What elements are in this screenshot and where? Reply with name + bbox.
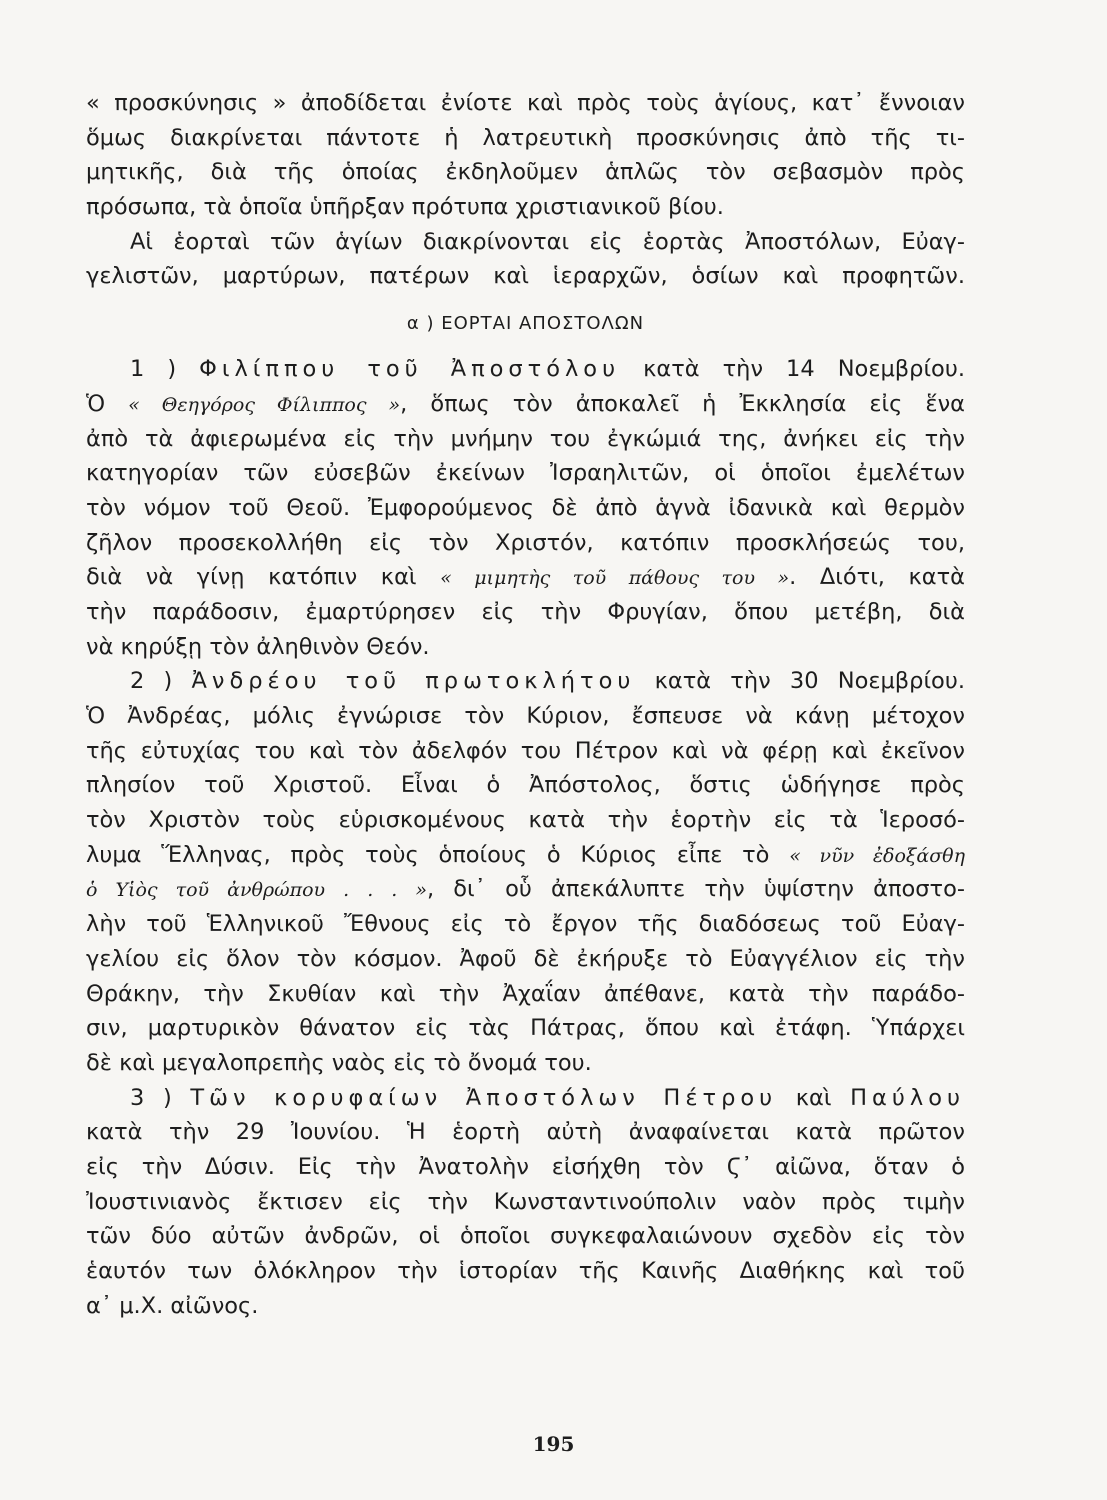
text-line: τῆς εὐτυχίας του καὶ τὸν ἀδελφόν του Πέτρον καὶ νὰ φέρῃ καὶ ἐκεῖνον (86, 737, 965, 764)
section-heading: α ) ΕΟΡΤΑΙ ΑΠΟΣΤΟΛΩΝ (406, 313, 645, 335)
item-number: 3 ) (130, 1084, 191, 1111)
text-run: λυμα Ἕλληνας, πρὸς τοὺς ὁποίους ὁ Κύριος εἶπε τὸ (86, 841, 790, 868)
feast-categories-paragraph (86, 225, 965, 294)
text-line: τὸν νόμον τοῦ Θεοῦ. Ἐμφορούμενος δὲ ἀπὸ ἁγνὰ ἰδανικὰ καὶ θερμὸν (86, 494, 965, 521)
text-run: . Διότι, κατὰ (789, 564, 966, 591)
text-line: πρόσωπα, τὰ ὁποῖα ὑπῆρξαν πρότυπα χριστιανικοῦ βίου. (86, 194, 724, 221)
text-line (86, 872, 965, 907)
text-line: τῶν δύο αὐτῶν ἀνδρῶν, οἱ ὁποῖοι συγκεφαλαιώνουν σχεδὸν εἰς τὸν (86, 1223, 965, 1250)
feast-name: Φιλίππου τοῦ Ἀποστόλου (199, 356, 621, 383)
feast-name: Ἀνδρέου τοῦ πρωτοκλήτου (191, 668, 636, 695)
text-line (86, 387, 965, 422)
text-line: ὅμως διακρίνεται πάντοτε ἡ λατρευτικὴ προσκύνησις ἀπὸ τῆς τι- (86, 124, 965, 151)
text-line (86, 1081, 965, 1116)
text-run: Ὁ (86, 390, 129, 417)
feast-andrew-paragraph (86, 664, 965, 1080)
text-line: Αἱ ἑορταὶ τῶν ἁγίων διακρίνονται εἰς ἑορτὰς Ἀποστόλων, Εὐαγ- (130, 228, 965, 255)
quotation: « Θεηγόρος Φίλιππος » (128, 393, 401, 416)
item-number: 1 ) (130, 356, 200, 383)
text-line: ἑαυτόν των ὁλόκληρον τὴν ἱστορίαν τῆς Καινῆς Διαθήκης καὶ τοῦ (86, 1258, 965, 1284)
text-line: λὴν τοῦ Ἑλληνικοῦ Ἔθνους εἰς τὸ ἔργον τῆς διαδόσεως τοῦ Εὐαγ- (86, 911, 965, 938)
text-line (86, 664, 965, 699)
text-line: πλησίον τοῦ Χριστοῦ. Εἶναι ὁ Ἀπόστολος, ὅστις ὡδήγησε πρὸς (86, 772, 965, 799)
text-line: « προσκύνησις » ἀποδίδεται ἐνίοτε καὶ πρὸς τοὺς ἁγίους, κατ᾽ ἔννοιαν (86, 90, 965, 116)
text-line: ζῆλον προσεκολλήθη εἰς τὸν Χριστόν, κατόπιν προσκλήσεώς του, (86, 529, 965, 556)
text-line: Ἰουστινιανὸς ἔκτισεν εἰς τὴν Κωνσταντινούπολιν ναὸν πρὸς τιμὴν (86, 1188, 965, 1215)
text-line: Ὁ Ἀνδρέας, μόλις ἐγνώρισε τὸν Κύριον, ἔσπευσε νὰ κάνῃ μέτοχον (86, 703, 965, 729)
text-line: Θράκην, τὴν Σκυθίαν καὶ τὴν Ἀχαΐαν ἀπέθανε, κατὰ τὴν παράδο- (86, 980, 965, 1007)
intro-paragraph (86, 86, 965, 225)
item-number: 2 ) (130, 668, 192, 695)
text-run: , ὅπως τὸν ἀποκαλεῖ ἡ Ἐκκλησία εἰς ἕνα (400, 390, 965, 417)
text-line (86, 352, 965, 387)
text-line: κατὰ τὴν 29 Ἰουνίου. Ἡ ἑορτὴ αὐτὴ ἀναφαίνεται κατὰ πρῶτον (86, 1119, 965, 1146)
feast-name: Τῶν κορυφαίων Ἀποστόλων Πέτρου (190, 1084, 778, 1111)
feast-philip-paragraph (86, 352, 965, 664)
quotation: « νῦν ἐδοξάσθη (789, 844, 966, 867)
text-line: γελιστῶν, μαρτύρων, πατέρων καὶ ἱεραρχῶν, ὁσίων καὶ προφητῶν. (86, 263, 965, 290)
text-line: εἰς τὴν Δύσιν. Εἰς τὴν Ἀνατολὴν εἰσήχθη τὸν Ϛ᾽ αἰῶνα, ὅταν ὁ (86, 1153, 965, 1180)
text-line: νὰ κηρύξῃ τὸν ἀληθινὸν Θεόν. (86, 633, 430, 660)
text-run: , δι᾽ οὗ ἀπεκάλυπτε τὴν ὑψίστην ἀποστο- (426, 876, 965, 903)
text-line: ἀπὸ τὰ ἀφιερωμένα εἰς τὴν μνήμην του ἐγκώμιά της, ἀνήκει εἰς τὴν (86, 425, 965, 452)
text-line (86, 560, 965, 595)
feast-name: Παύλου (850, 1084, 965, 1111)
feast-date: κατὰ τὴν 14 Νοεμβρίου. (620, 356, 965, 383)
quotation: ὁ Υἱὸς τοῦ ἀνθρώπου . . . » (86, 879, 427, 902)
page-number: 195 (532, 1432, 575, 1456)
text-run: καὶ (777, 1084, 851, 1111)
text-run: διὰ νὰ γίνῃ κατόπιν καὶ (86, 564, 441, 591)
text-line: α᾽ μ.Χ. αἰῶνος. (86, 1292, 259, 1319)
text-line: δὲ καὶ μεγαλοπρεπὴς ναὸς εἰς τὸ ὄνομά του. (86, 1049, 592, 1076)
text-line: μητικῆς, διὰ τῆς ὁποίας ἐκδηλοῦμεν ἁπλῶς τὸν σεβασμὸν πρὸς (86, 159, 965, 186)
text-line: γελίου εἰς ὅλον τὸν κόσμον. Ἀφοῦ δὲ ἐκήρυξε τὸ Εὐαγγέλιον εἰς τὴν (86, 945, 965, 972)
text-line: τὴν παράδοσιν, ἐμαρτύρησεν εἰς τὴν Φρυγίαν, ὅπου μετέβη, διὰ (86, 598, 965, 625)
text-line: τὸν Χριστὸν τοὺς εὑρισκομένους κατὰ τὴν ἑορτὴν εἰς τὰ Ἱεροσό- (86, 807, 965, 834)
text-line (86, 838, 965, 873)
feast-peter-paul-paragraph (86, 1081, 965, 1324)
quotation: « μιμητὴς τοῦ πάθους του » (440, 567, 790, 590)
text-line: σιν, μαρτυρικὸν θάνατον εἰς τὰς Πάτρας, ὅπου καὶ ἐτάφη. Ὑπάρχει (86, 1015, 965, 1042)
feast-date: κατὰ τὴν 30 Νοεμβρίου. (635, 668, 965, 695)
text-line: κατηγορίαν τῶν εὐσεβῶν ἐκείνων Ἰσραηλιτῶν, οἱ ὁποῖοι ἐμελέτων (86, 460, 965, 487)
